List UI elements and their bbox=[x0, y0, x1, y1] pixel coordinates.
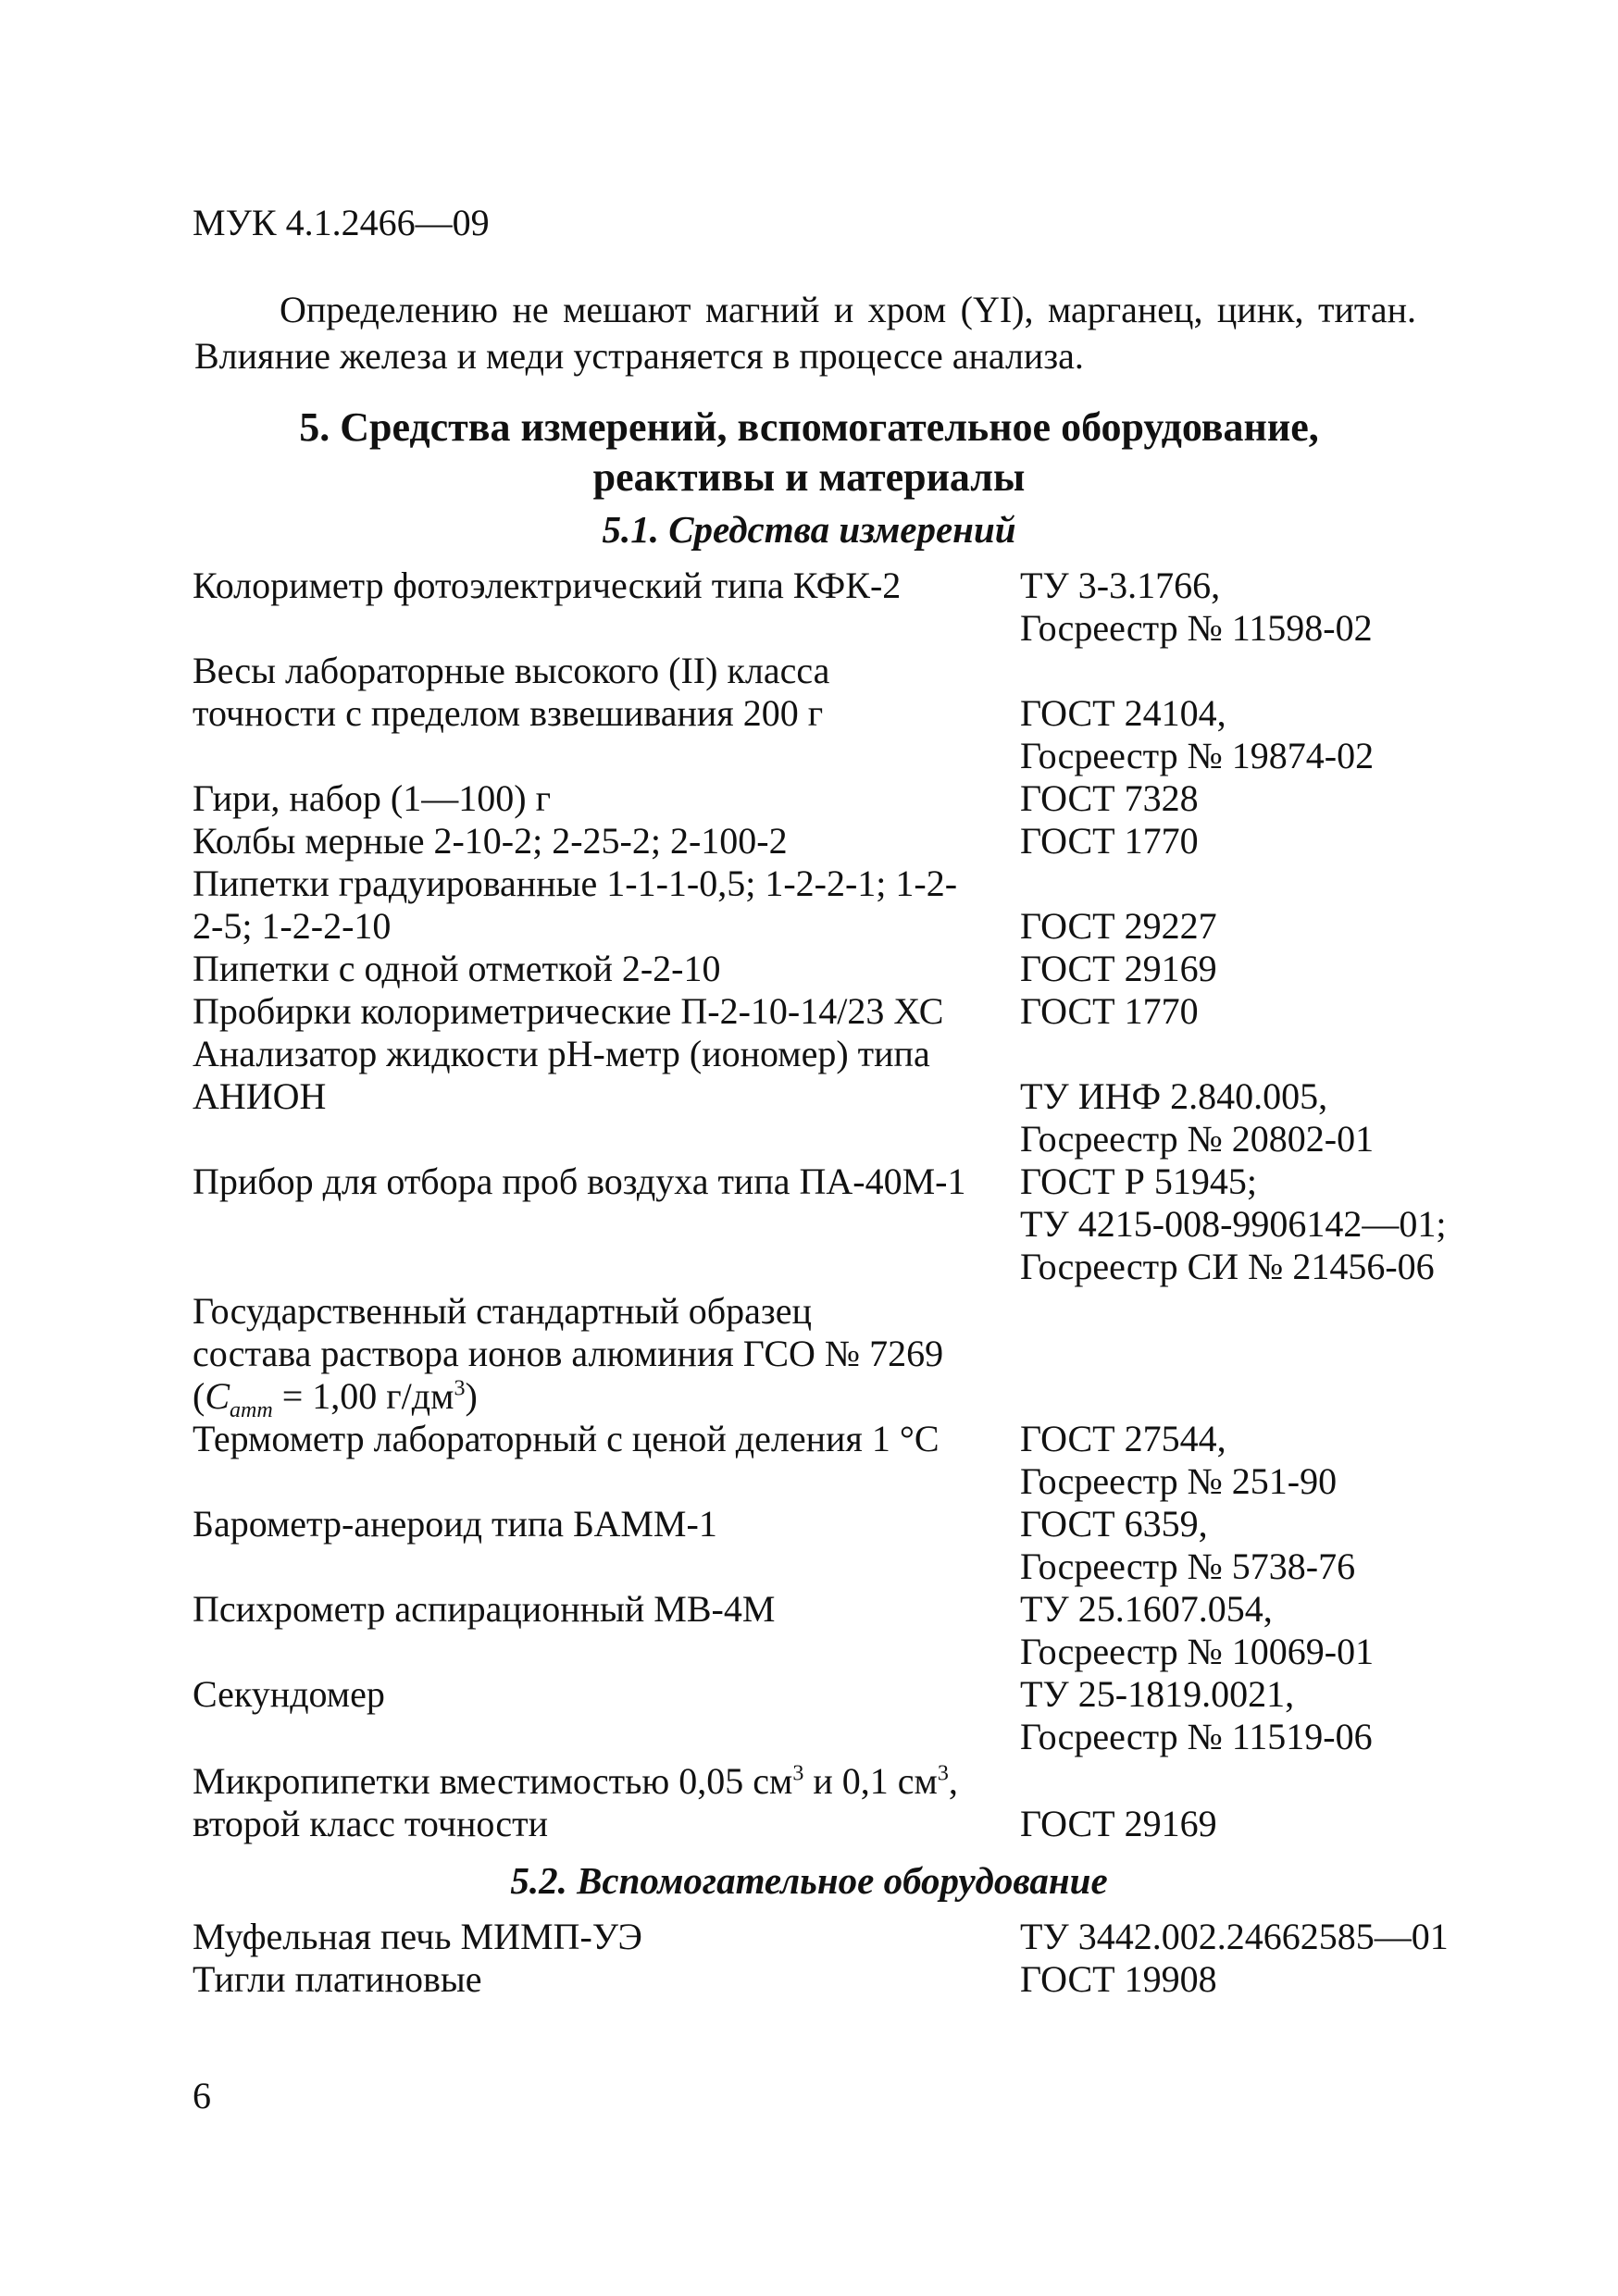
section-5-title-line1: 5. Средства измерений, вспомогательное оборудование, bbox=[299, 404, 1319, 450]
air-sampler-ref-1: ГОСТ Р 51945; bbox=[1020, 1160, 1257, 1202]
micropipettes-text-b: и 0,1 см bbox=[803, 1760, 938, 1802]
ph-meter-ref-2: Госреестр № 20802-01 bbox=[1020, 1118, 1375, 1160]
thermometer-ref-1: ГОСТ 27544, bbox=[1020, 1418, 1226, 1459]
standard-sample-name-2: состава раствора ионов алюминия ГСО № 7269 bbox=[193, 1333, 944, 1374]
flasks-name: Колбы мерные 2-10-2; 2-25-2; 2-100-2 bbox=[193, 820, 788, 862]
air-sampler-ref-3: Госреестр СИ № 21456-06 bbox=[1020, 1246, 1435, 1287]
muffle-furnace-ref: ТУ 3442.002.24662585—01 bbox=[1020, 1916, 1449, 1957]
intro-paragraph bbox=[194, 287, 1416, 379]
thermometer-ref-2: Госреестр № 251-90 bbox=[1020, 1460, 1338, 1502]
air-sampler-name: Прибор для отбора проб воздуха типа ПА-40М-1 bbox=[193, 1160, 966, 1202]
micropipettes-text-a: Микропипетки вместимостью 0,05 см bbox=[193, 1760, 793, 1802]
standard-sample-concentration: ($C_{amm} = 1,00$ $г/дм^3$) bbox=[193, 1375, 478, 1422]
barometer-name: Барометр-анероид типа БАММ-1 bbox=[193, 1503, 717, 1545]
pipettes-graduated-name-2: 2-5; 1-2-2-10 bbox=[193, 905, 392, 947]
micropipettes-name-1 bbox=[193, 1760, 958, 1803]
scales-ref-2: Госреестр № 19874-02 bbox=[1020, 735, 1375, 776]
concentration-subscript: amm bbox=[230, 1398, 273, 1422]
barometer-ref-2: Госреестр № 5738-76 bbox=[1020, 1545, 1356, 1587]
micropipettes-exp-2: 3 bbox=[937, 1761, 949, 1786]
muffle-furnace-name: Муфельная печь МИМП-УЭ bbox=[193, 1916, 642, 1957]
thermometer-name: Термометр лабораторный с ценой деления 1 °С bbox=[193, 1418, 940, 1459]
stopwatch-name: Секундомер bbox=[193, 1673, 385, 1715]
psychrometer-name: Психрометр аспирационный МВ-4М bbox=[193, 1588, 776, 1630]
subsection-5-1-title: 5.1. Средства измерений bbox=[602, 508, 1016, 551]
concentration-unit-exponent: 3 bbox=[454, 1376, 466, 1401]
pipettes-single-mark-name: Пипетки с одной отметкой 2-2-10 bbox=[193, 948, 721, 989]
pipettes-graduated-ref: ГОСТ 29227 bbox=[1020, 905, 1217, 947]
crucibles-name: Тигли платиновые bbox=[193, 1958, 482, 2000]
subsection-5-2-title: 5.2. Вспомогательное оборудование bbox=[510, 1859, 1108, 1902]
kfk-name: Колориметр фотоэлектрический типа КФК-2 bbox=[193, 565, 902, 606]
psychrometer-ref-2: Госреестр № 10069-01 bbox=[1020, 1631, 1375, 1672]
ph-meter-name-1: Анализатор жидкости pH-метр (иономер) типа bbox=[193, 1033, 930, 1074]
stopwatch-ref-2: Госреестр № 11519-06 bbox=[1020, 1716, 1373, 1757]
document-code-header: МУК 4.1.2466—09 bbox=[193, 202, 490, 243]
kfk-ref-1: ТУ 3-3.1766, bbox=[1020, 565, 1221, 606]
micropipettes-text-c: , bbox=[948, 1760, 958, 1802]
scales-name-2: точности с пределом взвешивания 200 г bbox=[193, 692, 824, 734]
scales-ref-1: ГОСТ 24104, bbox=[1020, 692, 1226, 734]
weights-name: Гири, набор (1—100) г bbox=[193, 777, 551, 819]
kfk-ref-2: Госреестр № 11598-02 bbox=[1020, 607, 1373, 649]
pipettes-graduated-name-1: Пипетки градуированные 1-1-1-0,5; 1-2-2-1; 1-2- bbox=[193, 863, 958, 904]
barometer-ref-1: ГОСТ 6359, bbox=[1020, 1503, 1208, 1545]
crucibles-ref: ГОСТ 19908 bbox=[1020, 1958, 1217, 2000]
micropipettes-ref: ГОСТ 29169 bbox=[1020, 1803, 1217, 1844]
standard-sample-name-1: Государственный стандартный образец bbox=[193, 1290, 812, 1332]
psychrometer-ref-1: ТУ 25.1607.054, bbox=[1020, 1588, 1273, 1630]
micropipettes-exp-1: 3 bbox=[792, 1761, 804, 1786]
scales-name-1: Весы лабораторные высокого (II) класса bbox=[193, 650, 830, 691]
air-sampler-ref-2: ТУ 4215-008-9906142—01; bbox=[1020, 1203, 1447, 1245]
weights-ref: ГОСТ 7328 bbox=[1020, 777, 1199, 819]
flasks-ref: ГОСТ 1770 bbox=[1020, 820, 1199, 862]
ph-meter-name-2: АНИОН bbox=[193, 1075, 327, 1117]
stopwatch-ref-1: ТУ 25-1819.0021, bbox=[1020, 1673, 1295, 1715]
page-number: 6 bbox=[193, 2075, 211, 2116]
ph-meter-ref-1: ТУ ИНФ 2.840.005, bbox=[1020, 1075, 1328, 1117]
tubes-name: Пробирки колориметрические П-2-10-14/23 ХС bbox=[193, 990, 944, 1032]
micropipettes-name-2: второй класс точности bbox=[193, 1803, 548, 1844]
intro-text: Определению не мешают магний и хром (YI), марганец, цинк, титан. Влияние железа и меди устраняется в процессе анализа. bbox=[194, 289, 1416, 377]
concentration-value: = 1,00 г/дм bbox=[272, 1375, 454, 1417]
pipettes-single-mark-ref: ГОСТ 29169 bbox=[1020, 948, 1217, 989]
concentration-symbol: C bbox=[205, 1375, 230, 1417]
section-5-title-line2: реактивы и материалы bbox=[592, 454, 1026, 500]
tubes-ref: ГОСТ 1770 bbox=[1020, 990, 1199, 1032]
